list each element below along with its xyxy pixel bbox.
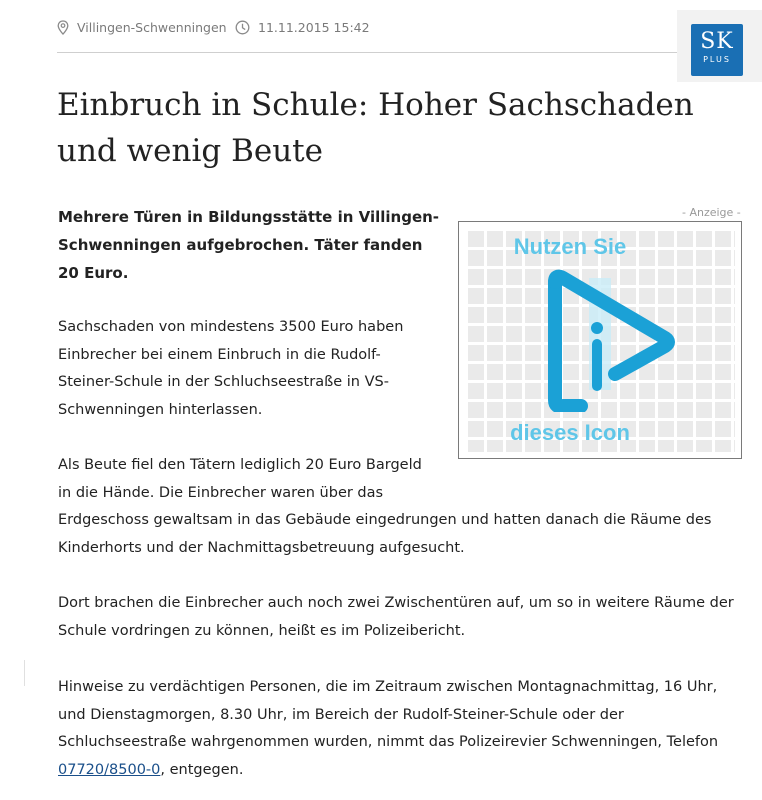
datetime-text: 11.11.2015 15:42: [258, 20, 370, 35]
ad-label: - Anzeige -: [682, 206, 741, 219]
location: [57, 20, 227, 35]
clock-icon: [235, 20, 250, 35]
article-lead: Mehrere Türen in Bildungsstätte in Villingen-Schwenningen aufgebrochen. Täter fanden 20 Euro.: [58, 208, 440, 282]
phone-link[interactable]: 07720/8500-0: [58, 761, 161, 778]
paragraph-4-text: Hinweise zu verdächtigen Personen, die im Zeitraum zwischen Montagnachmittag, 16 Uhr, und Dienstagmorgen, 8.30 Uhr, im Bereich der Rudolf-Steiner-Schule oder der Schluchseestraße wahrgenommen wurden, nimmt das Polizeirevier Schwenningen, Telefon: [58, 679, 719, 750]
logo-subtitle: PLUS: [703, 55, 731, 64]
play-info-icon: [539, 262, 679, 412]
ad-footer-text: dieses Icon: [510, 420, 630, 445]
paragraph-2-part-b: Erdgeschoss gewaltsam in das Gebäude eingedrungen und hatten danach die Räume des Kinderhorts und der Nachmittagsbetreuung aufgesucht.: [58, 512, 712, 556]
logo-title: SK: [700, 29, 734, 54]
advertisement[interactable]: [458, 221, 742, 459]
sk-plus-logo[interactable]: [677, 10, 762, 82]
paragraph-4: [58, 674, 748, 784]
publish-time: [235, 20, 370, 35]
ad-headline: Nutzen Sie: [513, 234, 627, 259]
location-text: Villingen-Schwenningen: [77, 20, 227, 35]
paragraph-3: Dort brachen die Einbrecher auch noch zwei Zwischentüren auf, um so in weitere Räume der Schule vordringen zu können, heißt es im Polizeibericht.: [58, 595, 734, 639]
left-edge-marker: [24, 660, 25, 686]
paragraph-2: [58, 452, 723, 562]
paragraph-4-end: , entgegen.: [160, 761, 244, 778]
article-title: Einbruch in Schule: Hoher Sachschaden und wenig Beute: [57, 87, 694, 169]
logo-badge: [691, 24, 743, 76]
location-pin-icon: [57, 20, 69, 35]
article-meta: [57, 18, 677, 53]
paragraph-1: Sachschaden von mindestens 3500 Euro haben Einbrecher bei einem Einbruch in die Rudolf-Steiner-Schule in der Schluchseestraße in VS-Schwenningen hinterlassen.: [58, 319, 404, 418]
paragraph-2-part-a: Als Beute fiel den Tätern lediglich 20 Euro Bargeld in die Hände. Die Einbrecher waren über das: [58, 457, 422, 501]
